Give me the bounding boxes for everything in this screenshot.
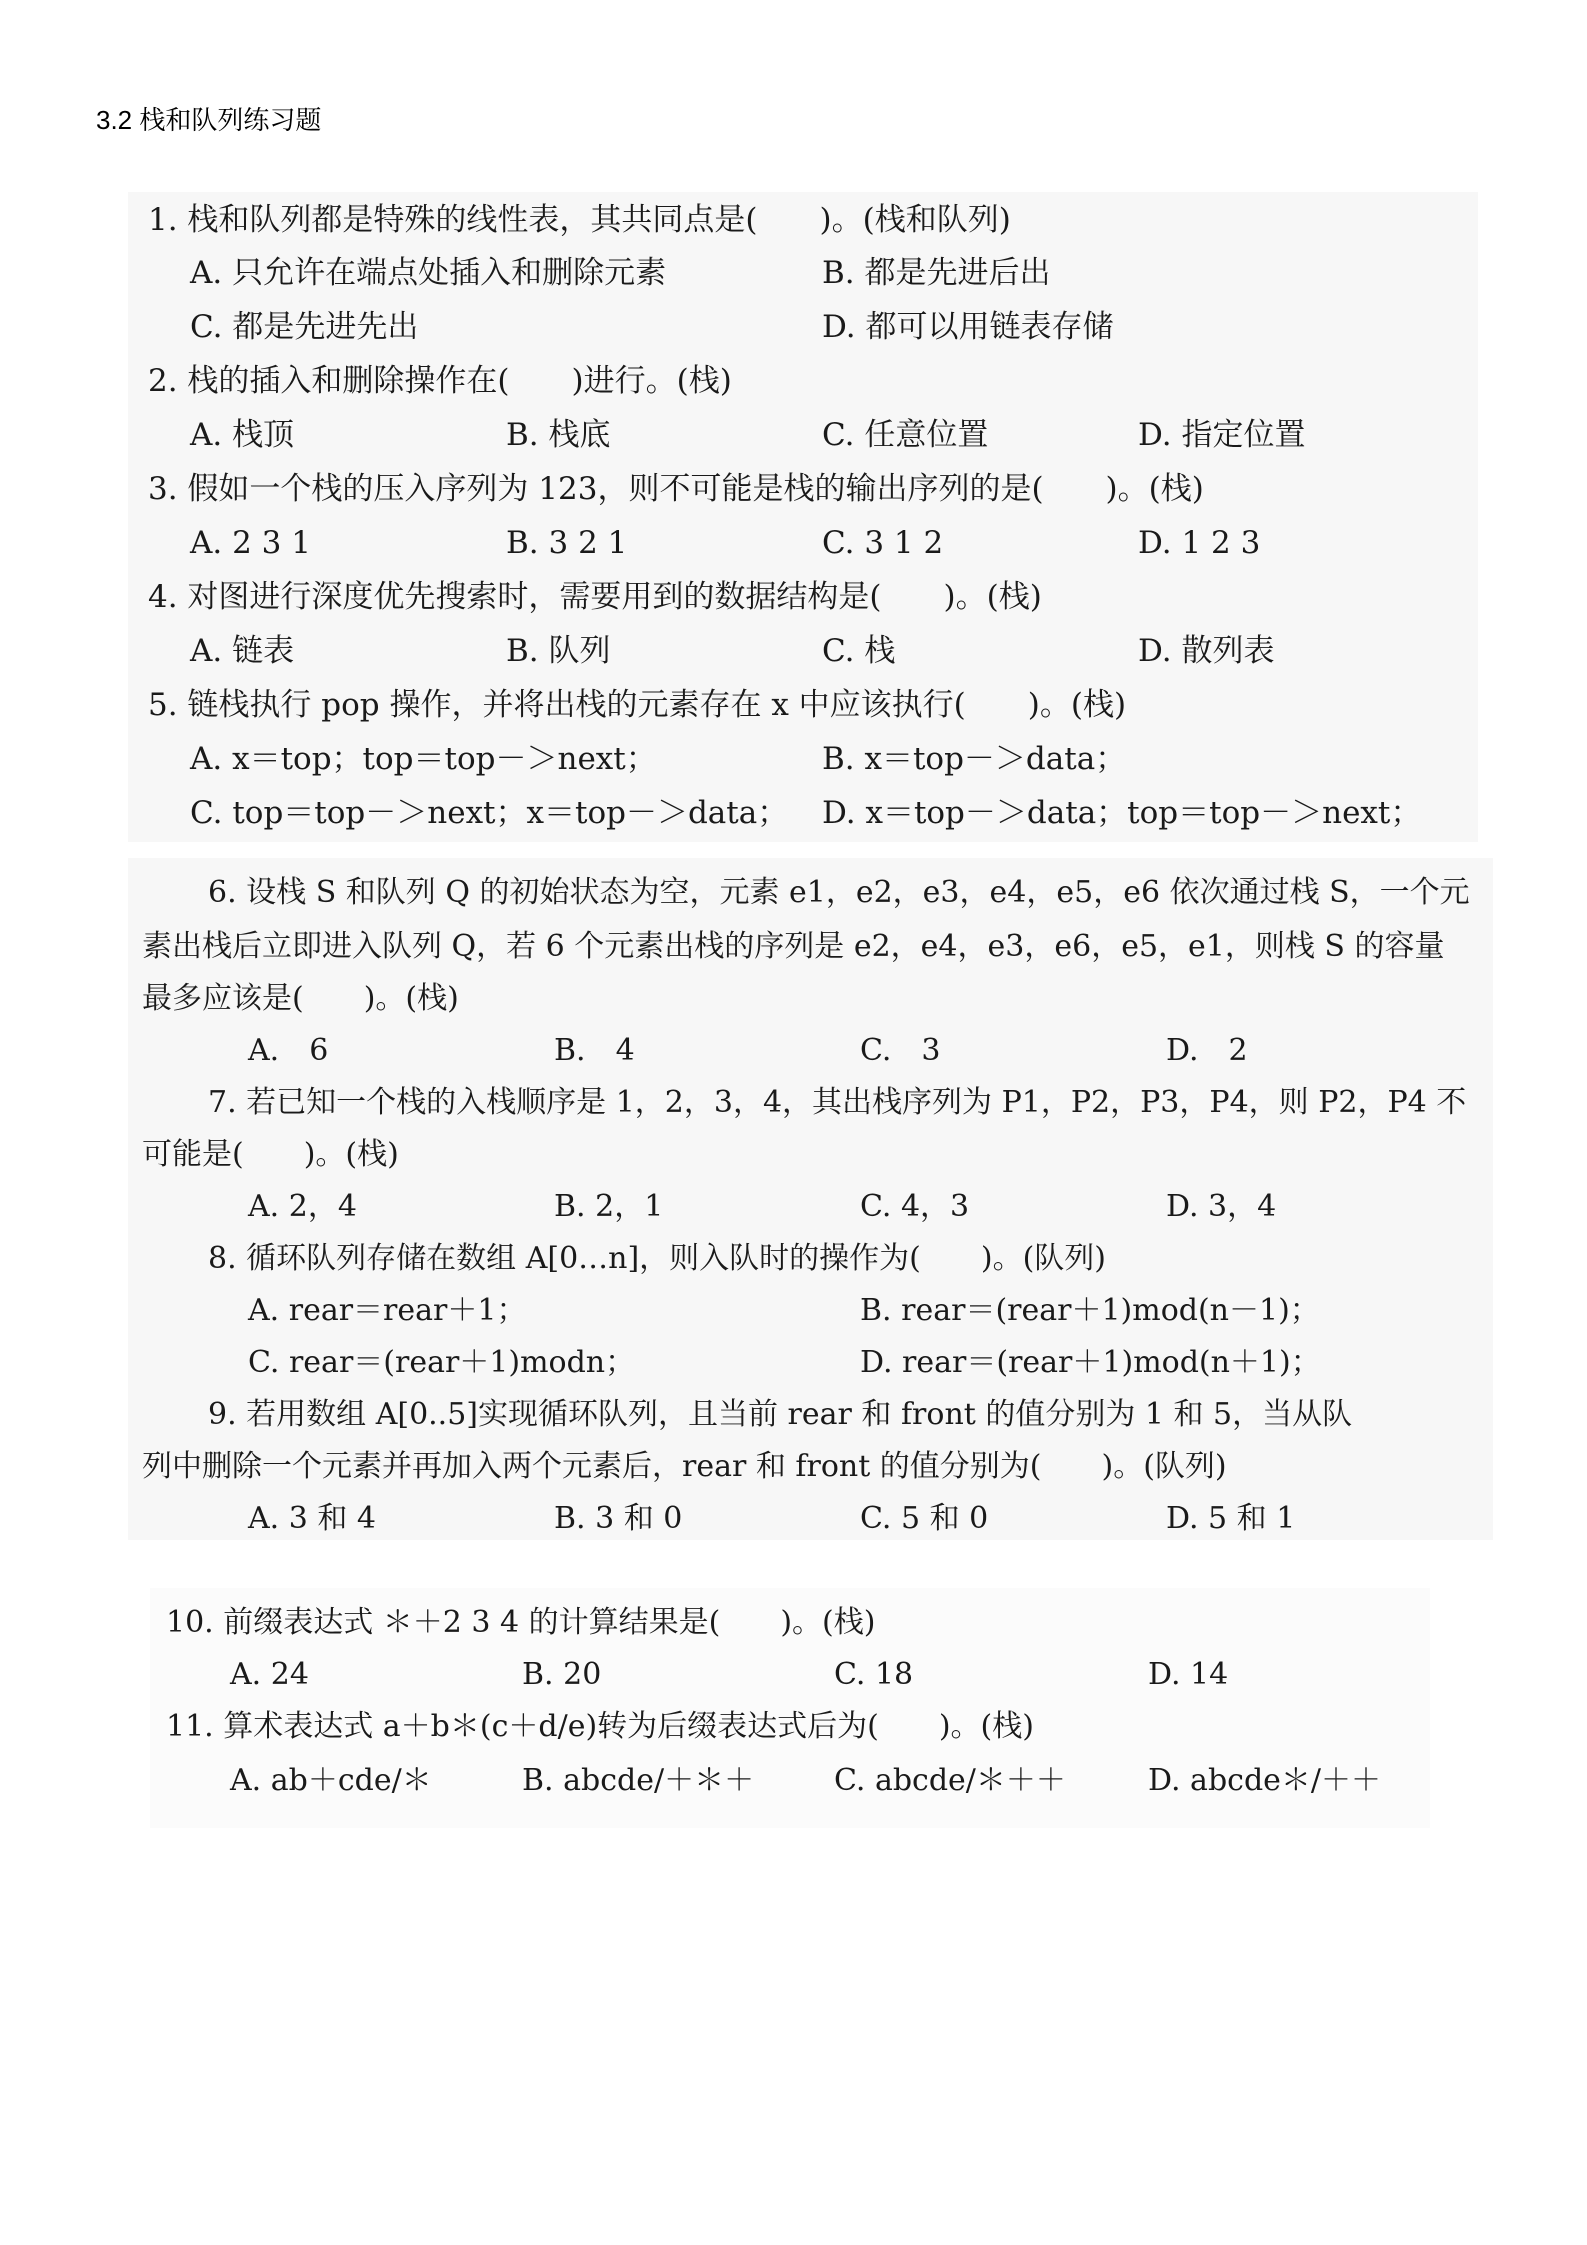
question-9-stem-line-2: 列中删除一个元素并再加入两个元素后，rear 和 front 的值分别为( )。(队列)	[142, 1449, 1227, 1484]
question-2-stem: 2. 栈的插入和删除操作在( )进行。(栈)	[148, 363, 732, 399]
question-5-stem: 5. 链栈执行 pop 操作，并将出栈的元素存在 x 中应该执行( )。(栈)	[148, 687, 1127, 723]
question-8-option-c: C. rear＝(rear＋1)modn；	[248, 1345, 636, 1380]
question-9-stem-line-1: 9. 若用数组 A[0..5]实现循环队列，且当前 rear 和 front 的值分别为 1 和 5，当从队	[208, 1397, 1353, 1432]
question-6-stem-line-2: 素出栈后立即进入队列 Q，若 6 个元素出栈的序列是 e2，e4，e3，e6，e5，e1，则栈 S 的容量	[142, 929, 1445, 964]
question-4-option-c: C. 栈	[822, 633, 896, 669]
question-9-option-b: B. 3 和 0	[554, 1501, 683, 1536]
question-3-option-a: A. 2 3 1	[190, 525, 311, 561]
question-4-option-a: A. 链表	[190, 633, 295, 669]
question-6-stem-line-1: 6. 设栈 S 和队列 Q 的初始状态为空，元素 e1，e2，e3，e4，e5，e6 依次通过栈 S，一个元	[208, 875, 1470, 910]
question-8-option-a: A. rear＝rear＋1；	[248, 1293, 527, 1328]
question-11-option-a: A. ab＋cde/＊	[230, 1763, 432, 1798]
question-3-option-c: C. 3 1 2	[822, 525, 944, 561]
question-5-option-c: C. top＝top－＞next；x＝top－＞data；	[190, 795, 789, 831]
question-7-option-b: B. 2，1	[554, 1189, 664, 1224]
question-2-option-c: C. 任意位置	[822, 417, 989, 453]
question-4-stem: 4. 对图进行深度优先搜索时，需要用到的数据结构是( )。(栈)	[148, 579, 1042, 615]
question-7-option-c: C. 4，3	[860, 1189, 970, 1224]
page-title: 3.2 栈和队列练习题	[96, 105, 322, 135]
question-7-option-d: D. 3，4	[1166, 1189, 1277, 1224]
question-10-option-a: A. 24	[230, 1657, 309, 1692]
question-8-option-d: D. rear＝(rear＋1)mod(n＋1)；	[860, 1345, 1321, 1380]
question-11-option-d: D. abcde＊/＋＋	[1148, 1763, 1382, 1798]
question-9-option-d: D. 5 和 1	[1166, 1501, 1296, 1536]
question-11-stem: 11. 算术表达式 a＋b＊(c＋d/e)转为后缀表达式后为( )。(栈)	[166, 1709, 1034, 1744]
question-8-option-b: B. rear＝(rear＋1)mod(n－1)；	[860, 1293, 1320, 1328]
question-5-option-b: B. x＝top－＞data；	[822, 741, 1127, 777]
question-5-option-d: D. x＝top－＞data；top＝top－＞next；	[822, 795, 1422, 831]
question-7-stem-line-1: 7. 若已知一个栈的入栈顺序是 1，2，3，4，其出栈序列为 P1，P2，P3，P4，则 P2，P4 不	[208, 1085, 1467, 1120]
question-7-stem-line-2: 可能是( )。(栈)	[142, 1137, 399, 1172]
question-9-option-c: C. 5 和 0	[860, 1501, 989, 1536]
question-6-option-b: B. 4	[554, 1033, 635, 1068]
question-4-option-b: B. 队列	[506, 633, 611, 669]
question-11-option-c: C. abcde/＊＋＋	[834, 1763, 1066, 1798]
question-2-option-a: A. 栈顶	[190, 417, 295, 453]
question-2-option-d: D. 指定位置	[1138, 417, 1306, 453]
question-3-option-b: B. 3 2 1	[506, 525, 628, 561]
question-6-option-a: A. 6	[248, 1033, 329, 1068]
question-7-option-a: A. 2，4	[248, 1189, 357, 1224]
question-1-option-d: D. 都可以用链表存储	[822, 309, 1114, 345]
question-6-stem-line-3: 最多应该是( )。(栈)	[142, 981, 459, 1016]
question-6-option-c: C. 3	[860, 1033, 941, 1068]
question-10-option-c: C. 18	[834, 1657, 914, 1692]
question-6-option-d: D. 2	[1166, 1033, 1248, 1068]
question-3-option-d: D. 1 2 3	[1138, 525, 1261, 561]
question-1-option-a: A. 只允许在端点处插入和删除元素	[190, 255, 667, 291]
question-1-stem: 1. 栈和队列都是特殊的线性表，其共同点是( )。(栈和队列)	[148, 202, 1011, 238]
question-4-option-d: D. 散列表	[1138, 633, 1275, 669]
question-8-stem: 8. 循环队列存储在数组 A[0…n]，则入队时的操作为( )。(队列)	[208, 1241, 1106, 1276]
question-11-option-b: B. abcde/＋＊＋	[522, 1763, 755, 1798]
question-2-option-b: B. 栈底	[506, 417, 611, 453]
question-5-option-a: A. x＝top；top＝top－＞next；	[190, 741, 657, 777]
question-3-stem: 3. 假如一个栈的压入序列为 123，则不可能是栈的输出序列的是( )。(栈)	[148, 471, 1204, 507]
question-9-option-a: A. 3 和 4	[248, 1501, 376, 1536]
question-10-stem: 10. 前缀表达式 ＊＋2 3 4 的计算结果是( )。(栈)	[166, 1605, 876, 1640]
question-1-option-c: C. 都是先进先出	[190, 309, 419, 345]
question-10-option-b: B. 20	[522, 1657, 602, 1692]
question-10-option-d: D. 14	[1148, 1657, 1229, 1692]
question-1-option-b: B. 都是先进后出	[822, 255, 1051, 291]
